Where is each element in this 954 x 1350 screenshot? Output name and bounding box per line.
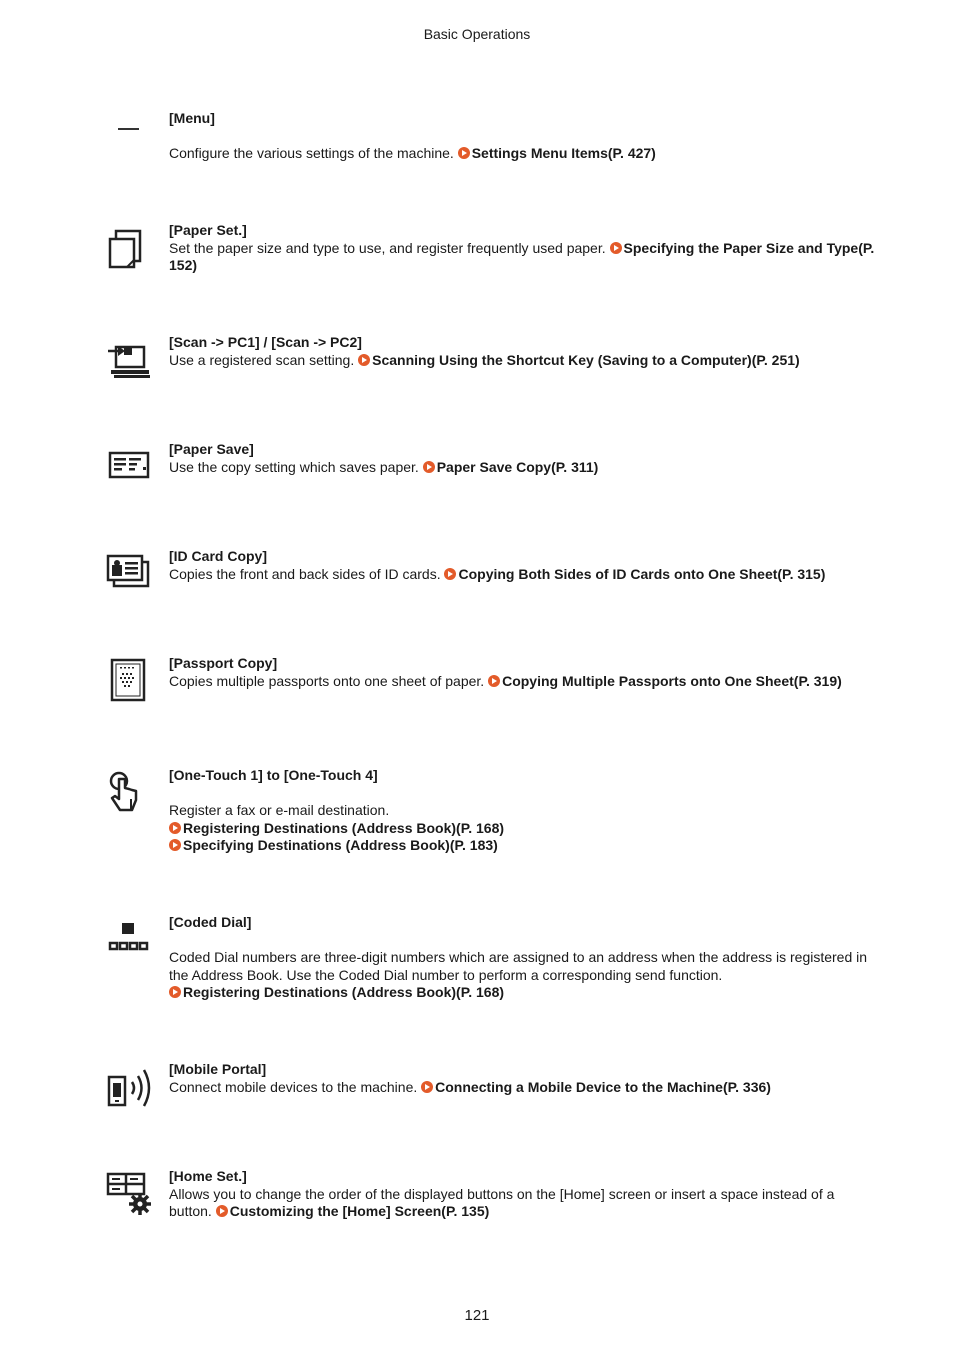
entry-title: [One-Touch 1] to [One-Touch 4] bbox=[169, 767, 378, 783]
link-arrow-icon bbox=[216, 1205, 228, 1217]
link-label: Specifying Destinations (Address Book)(P. 183) bbox=[183, 837, 498, 854]
entry-description bbox=[169, 240, 881, 275]
entry-desc-text: Connect mobile devices to the machine. bbox=[169, 1078, 422, 1095]
entry-desc-text: Use a registered scan setting. bbox=[169, 351, 359, 368]
entry-title: [Scan -> PC1] / [Scan -> PC2] bbox=[169, 334, 362, 350]
entry-description bbox=[169, 566, 881, 584]
entry-title: [Coded Dial] bbox=[169, 914, 252, 930]
entry-description bbox=[169, 1186, 881, 1221]
paper-set-icon bbox=[106, 225, 152, 271]
link-label: Copying Both Sides of ID Cards onto One Sheet(P. 315) bbox=[458, 565, 826, 582]
entry-desc-text: Use the copy setting which saves paper. bbox=[169, 458, 423, 475]
page-number: 121 bbox=[464, 1307, 490, 1324]
entry-desc-text: Set the paper size and type to use, and register frequently used paper. bbox=[169, 239, 610, 256]
one-touch-icon bbox=[106, 769, 152, 815]
entry-title: [Menu] bbox=[169, 110, 215, 126]
entry-desc-text: Copies multiple passports onto one sheet of paper. bbox=[169, 672, 489, 689]
link-registering-destinations[interactable] bbox=[169, 984, 881, 1002]
link-arrow-icon bbox=[458, 147, 470, 159]
link-arrow-icon bbox=[358, 354, 370, 366]
link-settings-menu-items[interactable] bbox=[458, 145, 656, 161]
link-label: Settings Menu Items(P. 427) bbox=[471, 145, 656, 162]
entry-description bbox=[169, 145, 881, 163]
link-arrow-icon bbox=[610, 242, 622, 254]
mobile-portal-icon bbox=[106, 1064, 152, 1110]
entry-title: [Paper Save] bbox=[169, 441, 254, 457]
entry-title: [Home Set.] bbox=[169, 1168, 247, 1184]
link-label: Scanning Using the Shortcut Key (Saving to a Computer)(P. 251) bbox=[372, 351, 800, 368]
link-label: Customizing the [Home] Screen(P. 135) bbox=[229, 1203, 490, 1220]
link-arrow-icon bbox=[169, 839, 181, 851]
entry-desc-text: Configure the various settings of the machine. bbox=[169, 145, 458, 162]
link-specifying-destinations[interactable] bbox=[169, 837, 881, 855]
link-label: Registering Destinations (Address Book)(P. 168) bbox=[183, 819, 505, 836]
link-arrow-icon bbox=[488, 675, 500, 687]
link-label: Registering Destinations (Address Book)(P. 168) bbox=[183, 984, 505, 1001]
entry-title: [Paper Set.] bbox=[169, 222, 247, 238]
link-id-card-copy[interactable] bbox=[444, 566, 825, 582]
link-customizing-home-screen[interactable] bbox=[216, 1203, 490, 1219]
id-card-icon bbox=[106, 550, 152, 596]
entry-title: [ID Card Copy] bbox=[169, 548, 267, 564]
entry-description: Coded Dial numbers are three-digit numbers which are assigned to an address when the address is registered in the Address Book. Use the Coded Dial number to perform a corresponding send function. bbox=[169, 949, 868, 983]
link-passport-copy[interactable] bbox=[488, 673, 842, 689]
link-arrow-icon bbox=[444, 568, 456, 580]
link-label: Paper Save Copy(P. 311) bbox=[436, 458, 599, 475]
home-settings-icon bbox=[106, 1170, 152, 1216]
entry-description: Register a fax or e-mail destination. bbox=[169, 802, 390, 819]
link-label: Specifying the Paper Size and Type(P. 152) bbox=[169, 239, 875, 274]
link-arrow-icon bbox=[169, 986, 181, 998]
entry-description bbox=[169, 1079, 881, 1097]
link-paper-save-copy[interactable] bbox=[423, 459, 599, 475]
entry-title: [Mobile Portal] bbox=[169, 1061, 267, 1077]
entry-description bbox=[169, 673, 881, 691]
link-label: Copying Multiple Passports onto One Sheet(P. 319) bbox=[502, 672, 842, 689]
paper-save-icon bbox=[106, 443, 152, 489]
link-scanning-shortcut-key[interactable] bbox=[358, 352, 800, 368]
entry-description bbox=[169, 459, 881, 477]
entry-description bbox=[169, 352, 881, 370]
link-arrow-icon bbox=[169, 822, 181, 834]
scan-to-pc-icon bbox=[106, 337, 152, 383]
passport-icon bbox=[106, 657, 152, 703]
running-header: Basic Operations bbox=[423, 26, 531, 42]
link-arrow-icon bbox=[423, 461, 435, 473]
link-arrow-icon bbox=[421, 1081, 433, 1093]
coded-dial-icon bbox=[106, 917, 152, 963]
link-connecting-mobile-device[interactable] bbox=[421, 1079, 771, 1095]
entry-title: [Passport Copy] bbox=[169, 655, 278, 671]
entry-desc-text: Allows you to change the order of the displayed buttons on the [Home] screen or insert a space instead of a button. bbox=[169, 1185, 835, 1220]
menu-icon bbox=[106, 114, 152, 160]
link-label: Connecting a Mobile Device to the Machine(P. 336) bbox=[435, 1078, 771, 1095]
link-registering-destinations[interactable] bbox=[169, 820, 881, 838]
entry-desc-text: Copies the front and back sides of ID cards. bbox=[169, 565, 445, 582]
